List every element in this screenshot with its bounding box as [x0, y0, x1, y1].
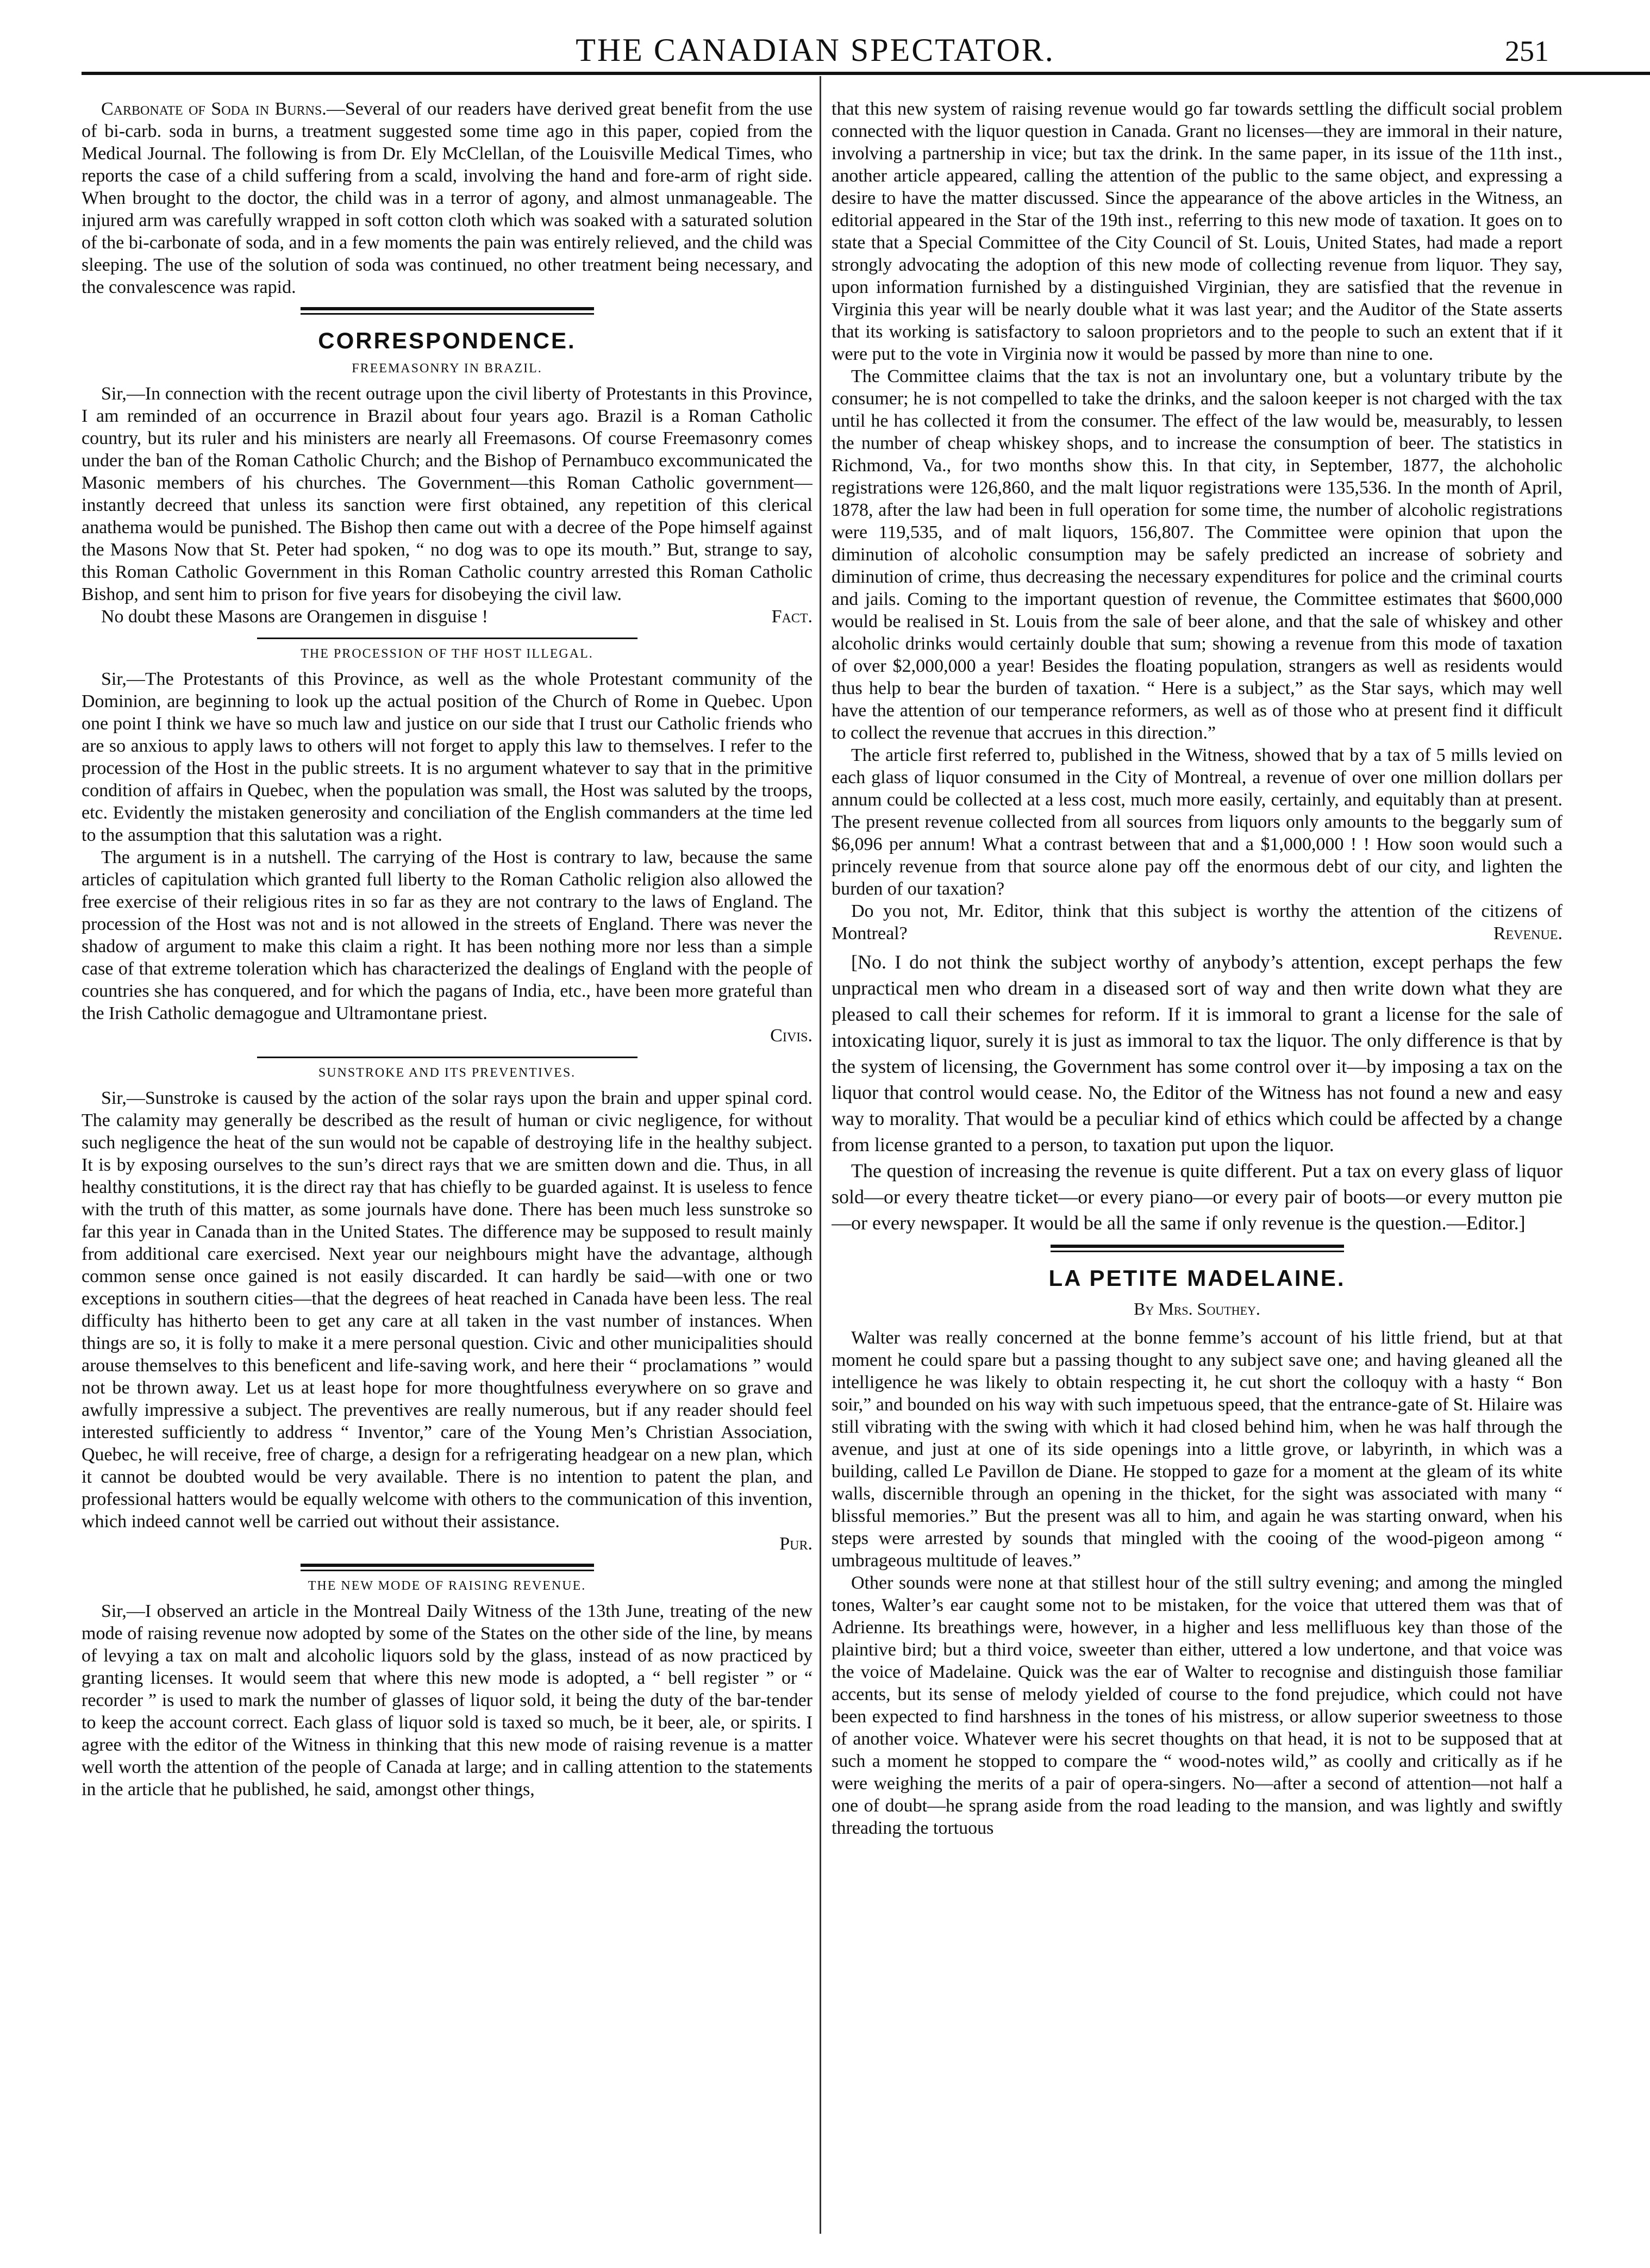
revenue-p1: Sir,—I observed an article in the Montreal Daily Witness of the 13th June, treating of the new mode of raising revenue now adopted by some of the States on the other side of the line, by means of levying a tax on malt and alcoholic liquors sold by the glass, instead of as now practiced by granting licenses. It would seem that where this new mode is adopted, a “ bell register ” or “ recorder ” is used to mark the number of glasses of liquor sold, it being the duty of the bar-tender to keep the account correct. Each glass of liquor sold is taxed so much, be it beer, ale, or spirits. I agree with the editor of the Witness in thinking that this new mode of raising revenue is a matter well worth the attention of the people of Canada at large; and in calling attention to the statements in the article that he published, he said, amongst other things, — [82, 1601, 812, 1800]
sunstroke-signature: Pur. — [779, 1534, 812, 1554]
sunstroke-signature-line — [82, 1533, 812, 1555]
procession-signature-line — [82, 1024, 812, 1047]
revenue-cont-p1: that this new system of raising revenue would go far towards settling the difficult social problem connected with the liquor question in Canada. Grant no licenses—they are immoral in their nature, involving a partnership in vice; but tax the drink. In the same paper, in its issue of the 11th inst., another article appeared, calling the attention of the public to the same object, and expressing a desire to have the matter discussed. Since the appearance of the above articles in the Witness, an editorial appeared in the Star of the 19th inst., referring to this new mode of taxation. It goes on to state that a Special Committee of the City Council of St. Louis, United States, had made a report strongly advocating the adoption of this new mode of collecting revenue from liquor. They say, upon information furnished by a distinguished Virginian, they are satisfied that the revenue in Virginia this year will be nearly double what it was last year; and the Auditor of the State asserts that its working is satisfactory to saloon proprietors and to the people to such an extent that if it were put to the vote in Virginia now it would be passed by more than nine to one. — [832, 99, 1562, 364]
masthead-title: THE CANADIAN SPECTATOR. — [576, 32, 1055, 68]
revenue-cont-p2: The Committee claims that the tax is not an involuntary one, but a voluntary tribute by the consumer; he is not compelled to take the drinks, and the saloon keeper is not charged with the tax until he has collected it from the consumer. The effect of the law would be, measurably, to lessen the number of cheap whiskey shops, and to increase the consumption of beer. The statistics in Richmond, Va., for two months show this. In that city, in September, 1877, the alchoholic registrations were 126,860, and the malt liquor registrations were 135,536. In the month of April, 1878, after the law had been in full operation for some time, the number of alcoholic registrations were 119,535, and of malt liquors, 156,807. The Committee were opinion that upon the diminution of alcoholic consumption may be safely predicted an increase of sobriety and diminution of crime, thus decreasing the necessary expenditures for police and the criminal courts and jails. Coming to the important question of revenue, the Committee estimates that $600,000 would be realised in St. Louis from the sale of beer alone, and that the sale of whiskey and other alcoholic drinks would certainly double that sum; showing a revenue from this mode of taxation of over $2,000,000 a year! Besides the floating population, strangers as well as residents would thus help to bear the burden of taxation. “ Here is a subject,” as the Star says, which may well have the attention of our temperance reformers, as well as of those who at present find it difficult to collect the revenue that accrues in this direction.” — [832, 366, 1562, 743]
letter-rule — [257, 1057, 638, 1058]
carbonate-text: —Several of our readers have derived great benefit from the use of bi-carb. soda in burns, a treatment suggested some time ago in this paper, copied from the Medical Journal. The following is from Dr. Ely McClellan, of the Louisville Medical Times, who reports the case of a child suffering from a scald, involving the hand and fore-arm of right side. When brought to the doctor, the child was in a terror of agony, and almost unmanageable. The injured arm was carefully wrapped in soft cotton cloth which was soaked with a saturated solution of the bi-carbonate of soda, and in a few moments the pain was entirely relieved, and the child was sleeping. The use of the solution of soda was continued, no other treatment being necessary, and the convalescence was rapid. — [82, 99, 812, 297]
letter-rule — [257, 638, 638, 639]
story-p1: Walter was really concerned at the bonne femme’s account of his little friend, but at that moment he could spare but a passing thought to any subject save one; and having gleaned all the intelligence he was likely to obtain respecting it, he cut short the colloquy with a hasty “ Bon soir,” and bounded on his way with such impetuous speed, that the entrance-gate of St. Hilaire was still vibrating with the swing with which it had closed behind him, when he was half through the avenue, and just at one of its side openings into a little grove, or labyrinth, in which was a building, called Le Pavillon de Diane. He stopped to gaze for a moment at the gleam of its white walls, discernible through an opening in the thicket, for the sight was associated with many “ blissful memories.” But the present was all to him, and again he was starting onward, when his steps were arrested by sounds that mingled with the cooing of the wood-pigeon among “ umbrageous multitude of leaves.” — [832, 1328, 1562, 1571]
carbonate-article — [82, 98, 812, 298]
right-column — [832, 98, 1562, 2245]
procession-p2: The argument is in a nutshell. The carrying of the Host is contrary to law, because the same articles of capitulation which granted full liberty to the Roman Catholic religion also allowed the free exercise of their religious rites in so far as they are not contrary to the laws of England. The procession of the Host was not and is not allowed in the streets of England. There was never the shadow of argument to make this claim a right. It has been nothing more nor less than a simple case of that extreme toleration which has characterized the dealings of England with the people of countries she has conquered, and for which the pagans of India, etc., have been more grateful than the Irish Catholic demagogue and Ultramontane priest. — [82, 847, 812, 1023]
revenue-heading: THE NEW MODE OF RAISING REVENUE. — [308, 1579, 586, 1593]
editor-reply — [832, 949, 1562, 1236]
page-number: 251 — [1505, 35, 1549, 67]
revenue-signature: Revenue. — [1493, 923, 1562, 944]
editor-reply-p2: The question of increasing the revenue is quite different. Put a tax on every glass of liquor sold—or every theatre ticket—or every piano—or every pair of boots—or every mutton pie—or every newspaper. It would be all the same if only revenue is the question.—Editor.] — [832, 1160, 1562, 1234]
section-rule — [301, 307, 594, 315]
carbonate-heading: Carbonate of Soda in Burns. — [101, 99, 327, 119]
story-title: LA PETITE MADELAINE. — [1048, 1265, 1346, 1291]
freemasonry-p2 — [82, 605, 812, 628]
freemasonry-signature: Fact. — [771, 607, 812, 627]
story-byline: By Mrs. Southey. — [1134, 1299, 1260, 1319]
procession-p1: Sir,—The Protestants of this Province, as well as the whole Protestant community of the Dominion, are beginning to look up the actual position of the Church of Rome in Quebec. Upon one point I think we have so much law and justice on our side that I trust our Catholic friends who are so anxious to apply laws to others will not forget to apply this law to themselves. I refer to the procession of the Host in the public streets. It is no argument whatever to say that in the primitive condition of affairs in Quebec, when the population was small, the Host was saluted by the troops, etc. Evidently the mistaken generosity and conciliation of the English commanders at the time led to the assumption that this salutation was a right. — [82, 669, 812, 845]
editor-reply-p1: [No. I do not think the subject worthy of anybody’s attention, except perhaps the few unpractical men who dream in a diseased sort of way and then write down what they are pleased to call their schemes for reform. If it is immoral to grant a license for the sale of intoxicating liquor, surely it is just as immoral to tax the liquor. The only difference is that by the system of licensing, the Government has some control over it—by imposing a tax on the liquor that control would cease. No, the Editor of the Witness has not found a new and easy way to morality. That would be a peculiar kind of ethics which could be affected by a change from license granted to a person, to taxation put upon the liquor. — [832, 951, 1562, 1155]
sunstroke-heading: SUNSTROKE AND ITS PREVENTIVES. — [318, 1066, 576, 1080]
freemasonry-heading: FREEMASONRY IN BRAZIL. — [352, 361, 542, 376]
header-rule — [82, 72, 1650, 75]
freemasonry-p2-text: No doubt these Masons are Orangemen in disguise ! — [101, 607, 488, 627]
page-header — [82, 32, 1549, 68]
left-column — [82, 98, 812, 2245]
column-divider — [820, 76, 821, 2234]
revenue-cont-p4 — [832, 900, 1562, 945]
correspondence-heading: CORRESPONDENCE. — [318, 328, 576, 353]
procession-signature: Civis. — [770, 1026, 812, 1046]
freemasonry-p1: Sir,—In connection with the recent outrage upon the civil liberty of Protestants in this Province, I am reminded of an occurrence in Brazil about four years ago. Brazil is a Roman Catholic country, but its ruler and his ministers are nearly all Freemasons. Of course Freemasonry comes under the ban of the Roman Catholic Church; and the Bishop of Pernambuco excommunicated the Masonic members of his churches. The Government—this Roman Catholic government—instantly decreed that unless its sanction were first obtained, any repetition of this clerical anathema would be punished. The Bishop then came out with a decree of the Pope himself against the Masons Now that St. Peter had spoken, “ no dog was to ope its mouth.” But, strange to say, this Roman Catholic Government in this Roman Catholic country arrested this Roman Catholic Bishop, and sent him to prison for five years for disobeying the civil law. — [82, 384, 812, 604]
sunstroke-p1: Sir,—Sunstroke is caused by the action of the solar rays upon the brain and upper spinal cord. The calamity may generally be described as the result of human or civic negligence, for without such negligence the heat of the sun would not be capable of destroying life in the healthy subject. It is by exposing ourselves to the sun’s direct rays that we are smitten down and die. Thus, in all healthy constitutions, it is the direct ray that has chiefly to be guarded against. It is useless to fence with the truth of this matter, as some journals have done. There has been much less sunstroke so far this year in Canada than in the United States. The difference may be supposed to result mainly from additional care exercised. Next year our neighbours might have the advantage, although common sense once gained is not easily discarded. It can hardly be said—with one or two exceptions in southern cities—that the degrees of heat reached in Canada have been less. The real difficulty has hitherto been to get any care at all taken in the vast number of instances. When things are so, it is folly to make it a mere personal question. Civic and other municipalities should arouse themselves to this beneficent and life-saving work, and here their “ proclamations ” would not be thrown away. Let us at least hope for more thoughtfulness everywhere on so grave and awfully impressive a subject. The preventives are really numerous, but if any reader should feel interested sufficiently to address “ Inventor,” care of the Young Men’s Christian Association, Quebec, he will receive, free of charge, a design for a refrigerating headgear on a new plan, which it cannot be doubted would be very available. There is no intention to patent the plan, and professional hatters would be equally welcome with others to the communication of this invention, which indeed cannot well be carried out without their assistance. — [82, 1088, 812, 1532]
procession-heading: THE PROCESSION OF THF HOST ILLEGAL. — [301, 647, 593, 661]
story-p2: Other sounds were none at that stillest hour of the still sultry evening; and among the mingled tones, Walter’s ear caught some not to be mistaken, for the voice that uttered them was that of Adrienne. Its breathings were, however, in a higher and less mellifluous key than those of the plaintive bird; but a third voice, sweeter than either, uttered a low undertone, and that voice was the voice of Madelaine. Quick was the ear of Walter to recognise and distinguish those familiar accents, but its sense of melody yielded of course to the fond prejudice, which could not have been expected to find harshness in the tones of his mistress, or allow superior sweetness to those of another voice. Whatever were his secret thoughts on that head, it is not to be supposed that at such a moment he stopped to compare the “ wood-notes wild,” as coolly and critically as if he were weighing the merits of a pair of opera-singers. No—after a second of attention—not half a one of doubt—he sprang aside from the road leading to the mansion, and was lightly and swiftly threading the tortuous — [832, 1573, 1562, 1838]
revenue-cont-p3: The article first referred to, published in the Witness, showed that by a tax of 5 mills levied on each glass of liquor consumed in the City of Montreal, a revenue of over one million dollars per annum could be collected at a less cost, much more easily, certainly, and equitably than at present. The present revenue collected from all sources from liquors only amounts to the beggarly sum of $6,096 per annum! What a contrast between that and a $1,000,000 ! ! How soon would such a princely revenue from that source alone pay off the enormous debt of our city, and lighten the burden of our taxation? — [832, 745, 1562, 899]
revenue-cont-p4-text: Do you not, Mr. Editor, think that this subject is worthy the attention of the citizens of Montreal? — [832, 901, 1562, 944]
section-rule — [301, 1564, 594, 1571]
section-rule — [1051, 1245, 1344, 1252]
